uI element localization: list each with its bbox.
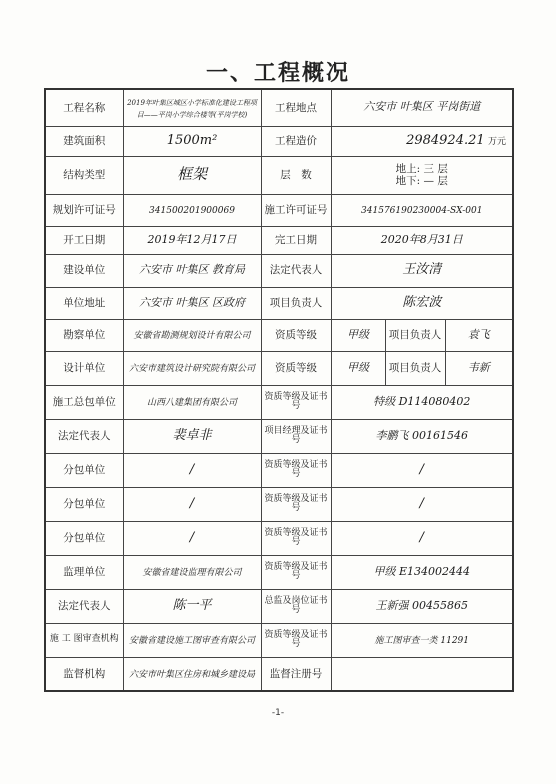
subcontractor-2-qual-value: / [419, 495, 424, 511]
row-permits [45, 194, 513, 226]
supervision-qual-label: 资质等级及证书号 [261, 555, 331, 589]
design-unit-value: 六安市建筑设计研究院有限公司 [128, 363, 255, 374]
floors-label: 层 数 [261, 156, 331, 194]
supervision-agency-label: 监督机构 [45, 657, 123, 691]
subcontractor-1-value: / [189, 461, 195, 477]
row-supervision-legal-rep [45, 589, 513, 623]
drawing-review-value: 安徽省建设施工图审查有限公司 [128, 635, 255, 646]
row-subcontractor-2 [45, 487, 513, 521]
design-leader-value: 韦新 [467, 360, 490, 374]
gc-qualification-label: 资质等级及证书号 [261, 385, 331, 419]
survey-grade-value: 甲级 [347, 327, 369, 341]
supervision-qual-value: 甲级 E134002444 [373, 564, 470, 578]
gc-legal-rep-label: 法定代表人 [45, 419, 123, 453]
survey-leader-value: 袁飞 [467, 327, 490, 341]
survey-unit-label: 勘察单位 [45, 319, 123, 351]
start-date-label: 开工日期 [45, 226, 123, 254]
row-dates [45, 226, 513, 254]
design-unit-label: 设计单位 [45, 351, 123, 385]
unit-address-value: 六安市 叶集区 区政府 [139, 295, 245, 309]
row-subcontractor-3 [45, 521, 513, 555]
drawing-review-qual-value: 施工图审查一类 11291 [374, 635, 469, 646]
structure-type-label: 结构类型 [45, 156, 123, 194]
subcontractor-2-label: 分包单位 [45, 487, 123, 521]
chief-supervisor-label: 总监及岗位证书号 [261, 589, 331, 623]
construction-legal-rep-value: 王汝清 [402, 262, 442, 278]
row-gc-legal-rep [45, 419, 513, 453]
project-cost-label: 工程造价 [261, 126, 331, 156]
project-overview-table [44, 88, 514, 692]
row-design-unit [45, 351, 513, 385]
row-drawing-review [45, 623, 513, 657]
row-survey-unit [45, 319, 513, 351]
subcontractor-1-qual-value: / [419, 461, 424, 477]
subcontractor-3-label: 分包单位 [45, 521, 123, 555]
project-name-label: 工程名称 [45, 89, 123, 126]
row-unit-address [45, 287, 513, 319]
row-structure-floors [45, 156, 513, 194]
start-date-value: 2019年12月17日 [147, 232, 237, 246]
gc-pm-value: 李鹏飞 00161546 [375, 428, 468, 442]
general-contractor-label: 施工总包单位 [45, 385, 123, 419]
general-contractor-value: 山西八建集团有限公司 [146, 397, 237, 408]
subcontractor-3-value: / [189, 529, 195, 545]
survey-leader-label: 项目负责人 [385, 319, 445, 351]
supervision-agency-value: 六安市叶集区住房和城乡建设局 [128, 669, 255, 680]
gc-qualification-value: 特级 D114080402 [373, 394, 471, 408]
planning-permit-label: 规划许可证号 [45, 194, 123, 226]
design-grade-value: 甲级 [347, 360, 369, 374]
floors-above: 地上: 三 层 [395, 162, 448, 175]
unit-project-leader-value: 陈宏波 [402, 294, 442, 310]
survey-unit-value: 安徽省勘测规划设计有限公司 [133, 330, 251, 341]
row-supervision-agency [45, 657, 513, 691]
construction-permit-label: 施工许可证号 [261, 194, 331, 226]
supervision-unit-label: 监理单位 [45, 555, 123, 589]
supervision-legal-rep-label: 法定代表人 [45, 589, 123, 623]
design-leader-label: 项目负责人 [385, 351, 445, 385]
row-supervision-unit [45, 555, 513, 589]
supervision-legal-rep-value: 陈一平 [172, 597, 212, 613]
drawing-review-label: 施 工 图审查机构 [45, 623, 123, 657]
design-grade-label: 资质等级 [261, 351, 331, 385]
construction-unit-value: 六安市 叶集区 教育局 [139, 263, 245, 277]
subcontractor-3-qual-value: / [419, 529, 424, 545]
project-cost-unit: 万元 [487, 136, 506, 147]
construction-permit-value: 341576190230004-SX-001 [361, 205, 483, 216]
drawing-review-qual-label: 资质等级及证书号 [261, 623, 331, 657]
row-general-contractor [45, 385, 513, 419]
project-leader-label: 项目负责人 [261, 287, 331, 319]
project-cost-value: 2984924.21 [406, 132, 485, 148]
planning-permit-value: 341500201900069 [149, 205, 235, 216]
subcontractor-2-value: / [189, 495, 195, 511]
gc-pm-label: 项目经理及证书号 [261, 419, 331, 453]
page-title: 一、工程概况 [205, 61, 350, 86]
chief-supervisor-value: 王新强 00455865 [375, 598, 468, 612]
project-location-value: 六安市 叶集区 平岗街道 [363, 100, 481, 114]
building-area-value: 1500m² [166, 132, 218, 148]
supervision-reg-no-label: 监督注册号 [261, 657, 331, 691]
unit-address-label: 单位地址 [45, 287, 123, 319]
row-construction-unit [45, 254, 513, 287]
building-area-label: 建筑面积 [45, 126, 123, 156]
construction-unit-label: 建设单位 [45, 254, 123, 287]
row-area-cost [45, 126, 513, 156]
survey-grade-label: 资质等级 [261, 319, 331, 351]
floors-below: 地下: — 层 [395, 175, 448, 187]
project-location-label: 工程地点 [261, 89, 331, 126]
supervision-unit-value: 安徽省建设监理有限公司 [142, 567, 242, 578]
row-subcontractor-1 [45, 453, 513, 487]
subcontractor-1-qual-label: 资质等级及证书号 [261, 453, 331, 487]
completion-date-label: 完工日期 [261, 226, 331, 254]
subcontractor-3-qual-label: 资质等级及证书号 [261, 521, 331, 555]
completion-date-value: 2020年8月31日 [380, 232, 463, 246]
page-number: -1- [271, 708, 285, 718]
subcontractor-1-label: 分包单位 [45, 453, 123, 487]
legal-rep-label: 法定代表人 [261, 254, 331, 287]
project-name-value: 2019年叶集区城区小学标准化建设工程项目——平岗小学综合楼等(平岗学校) [127, 98, 257, 119]
gc-legal-rep-value: 裴卓非 [172, 427, 212, 443]
row-project-name [45, 89, 513, 126]
structure-type-value: 框架 [176, 165, 207, 184]
subcontractor-2-qual-label: 资质等级及证书号 [261, 487, 331, 521]
